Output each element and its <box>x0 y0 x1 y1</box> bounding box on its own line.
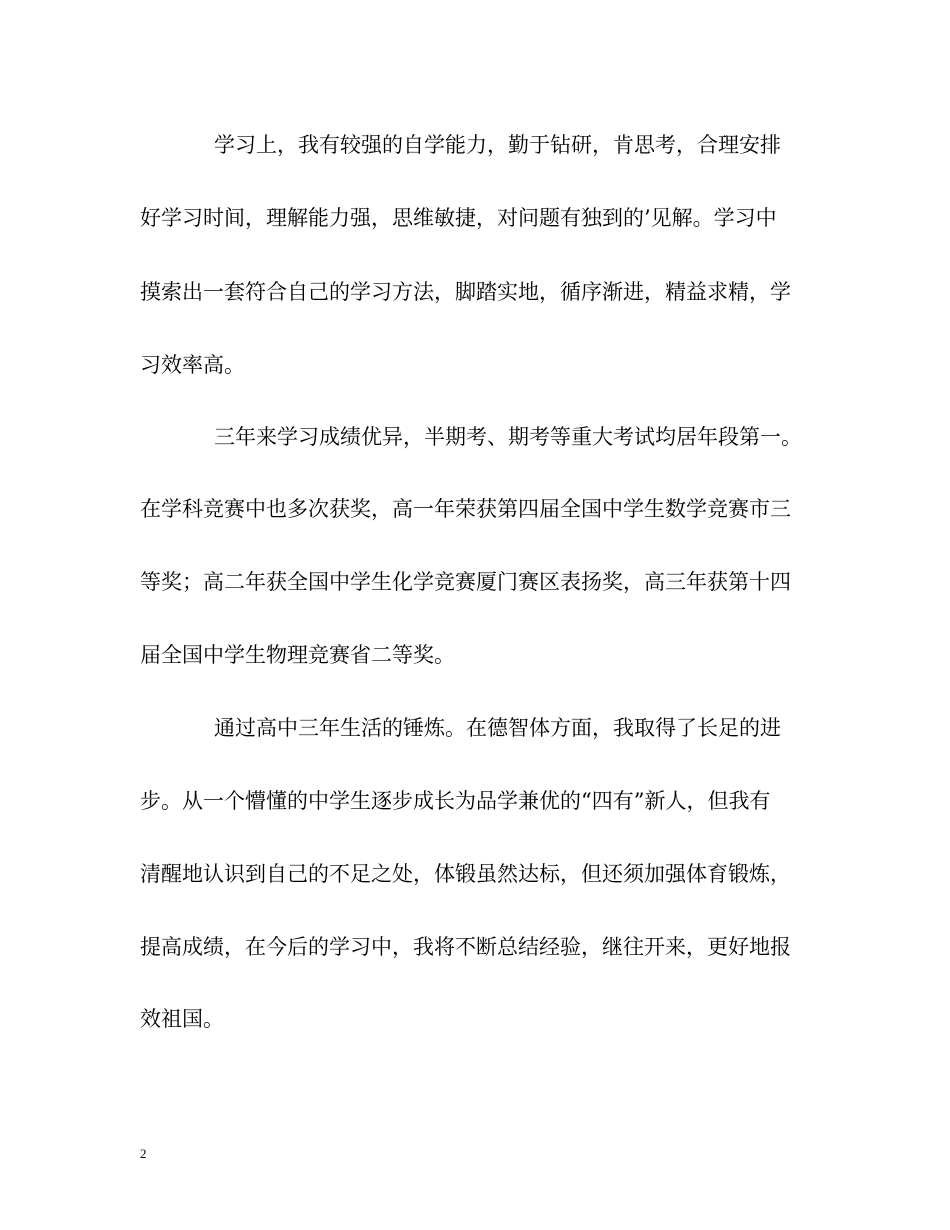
paragraph-1-line-1: 学习上，我有较强的自学能力，勤于钻研，肯思考，合理安排 <box>214 133 781 157</box>
paragraph-1-line-2: 好学习时间，理解能力强，思维敏捷，对问题有独到的’见解。学习中 <box>140 206 777 230</box>
paragraph-3-line-3: 清醒地认识到自己的不足之处，体锻虽然达标，但还须加强体育锻炼， <box>140 862 791 886</box>
paragraph-1-line-3: 摸索出一套符合自己的学习方法，脚踏实地，循序渐进，精益求精，学 <box>140 280 791 304</box>
paragraph-3-line-5: 效祖国。 <box>140 1007 224 1031</box>
paragraph-2-line-2: 在学科竞赛中也多次获奖，高一年荣获第四届全国中学生数学竞赛市三 <box>140 497 791 521</box>
paragraph-1-line-4: 习效率高。 <box>140 353 245 377</box>
paragraph-2-line-4: 届全国中学生物理竞赛省二等奖。 <box>140 643 455 667</box>
paragraph-2-line-1: 三年来学习成绩优异，半期考、期考等重大考试均居年段第一。 <box>214 425 802 449</box>
paragraph-2-line-3: 等奖；高二年获全国中学生化学竞赛厦门赛区表扬奖，高三年获第十四 <box>140 570 791 594</box>
paragraph-3-line-1: 通过高中三年生活的锤炼。在德智体方面，我取得了长足的进 <box>214 716 781 740</box>
paragraph-3-line-4: 提高成绩，在今后的学习中，我将不断总结经验，继往开来，更好地报 <box>140 935 791 959</box>
paragraph-3-line-2: 步。从一个懵懂的中学生逐步成长为品学兼优的“四有”新人，但我有 <box>140 789 771 813</box>
page-number: 2 <box>140 1146 147 1161</box>
